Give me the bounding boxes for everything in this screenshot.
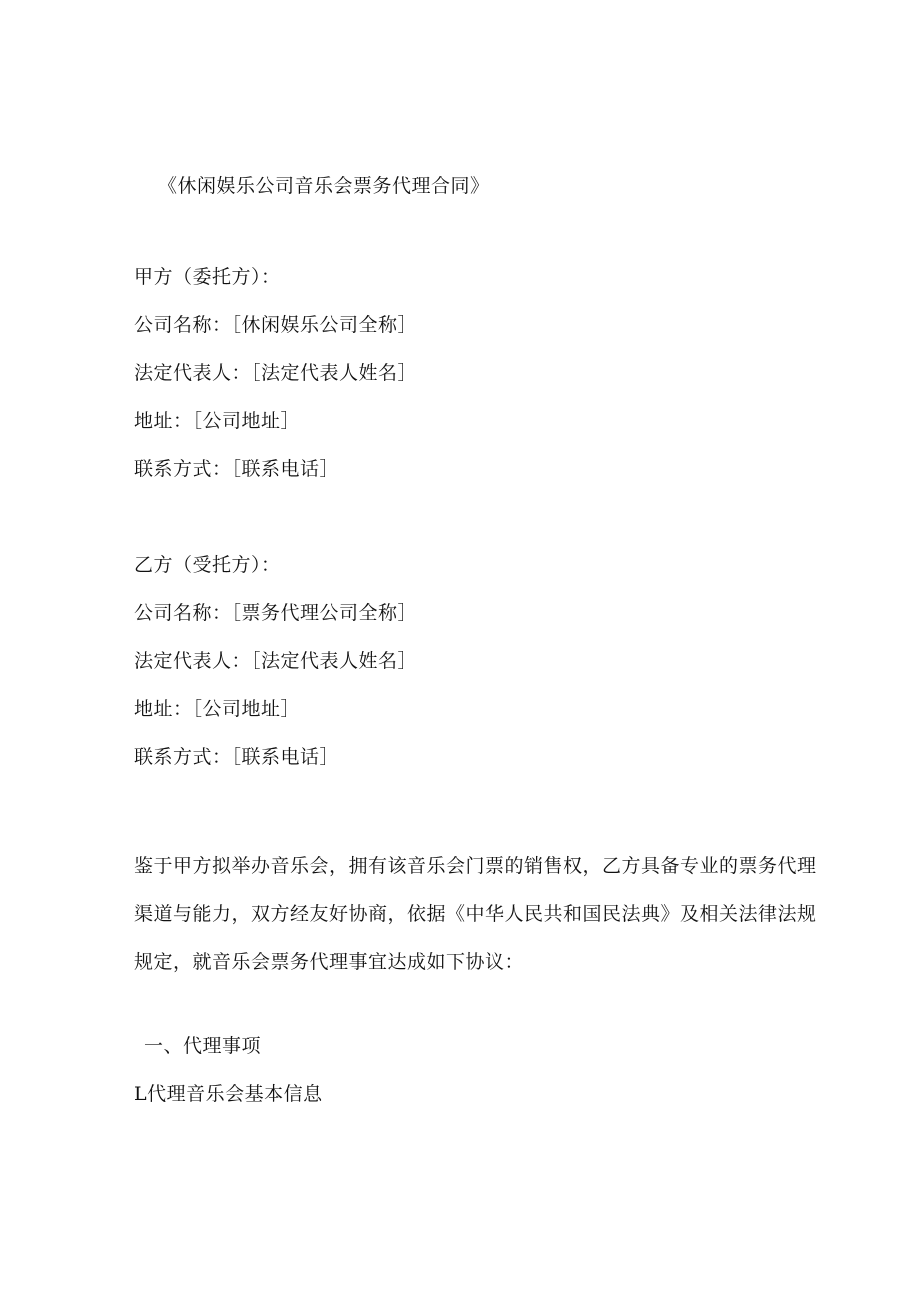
subsection-concert-info: L代理音乐会基本信息 [134,1083,323,1105]
party-b-address: 地址：［公司地址］ [134,698,301,720]
party-b-heading: 乙方（受托方）： [134,554,281,576]
party-a-representative: 法定代表人：［法定代表人姓名］ [134,362,418,384]
preamble-paragraph [134,842,817,986]
document-title: 《休闲娱乐公司音乐会票务代理合同》 [158,175,490,197]
preamble-line: 规定，就音乐会票务代理事宜达成如下协议： [134,951,525,973]
party-a-contact: 联系方式：［联系电话］ [134,458,340,480]
party-b-company: 公司名称：［票务代理公司全称］ [134,602,418,624]
party-a-address: 地址：［公司地址］ [134,410,301,432]
party-a-heading: 甲方（委托方）： [134,266,281,288]
party-b-contact: 联系方式：［联系电话］ [134,746,340,768]
preamble-line: 渠道与能力，双方经友好协商，依据《中华人民共和国民法典》及相关法律法规 [134,903,817,925]
party-b-representative: 法定代表人：［法定代表人姓名］ [134,650,418,672]
section-heading-agency-matters: 一、代理事项 [144,1035,262,1057]
preamble-line: 鉴于甲方拟举办音乐会，拥有该音乐会门票的销售权，乙方具备专业的票务代理 [134,855,817,877]
party-a-company: 公司名称：［休闲娱乐公司全称］ [134,314,418,336]
